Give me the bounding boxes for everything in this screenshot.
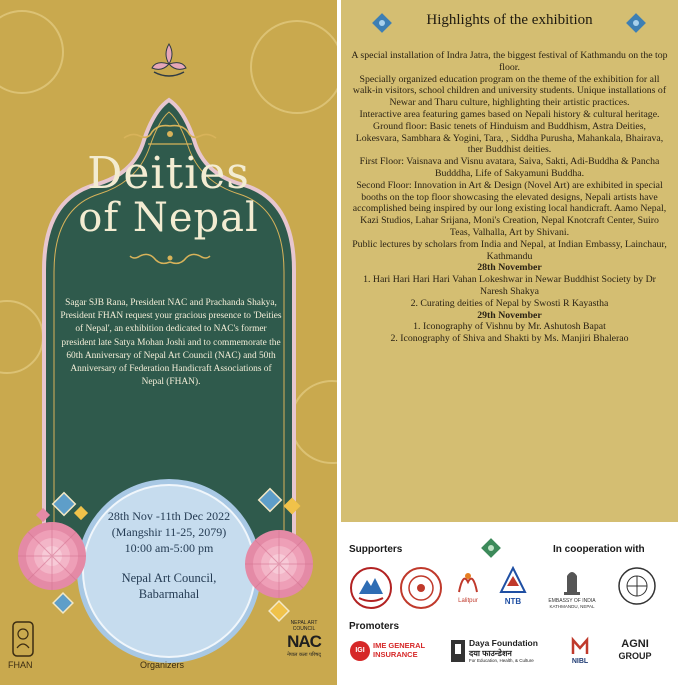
highlight-paragraph: 2. Curating deities of Nepal by Swosti R Kayastha bbox=[410, 297, 609, 309]
nepali-date-range: (Mangshir 11-25, 2079) bbox=[111, 525, 227, 539]
cooperation-label: In cooperation with bbox=[553, 544, 645, 555]
department-seal-icon bbox=[399, 566, 443, 610]
insurance-line2: INSURANCE bbox=[373, 650, 418, 659]
date-range: 28th Nov -11th Dec 2022 bbox=[107, 509, 231, 523]
agni-line2: GROUP bbox=[618, 651, 652, 661]
highlight-paragraph: 28th November bbox=[477, 262, 542, 274]
highlight-paragraph: Ground floor: Basic tenets of Hinduism and Buddhism, Astra Deities, Lokesvara, Sambhara & Yogini, Tara, , Siddha Purusha, Mahankala, Bhairava, ther Buddhist deities. bbox=[355, 120, 664, 156]
highlight-paragraph: First Floor: Vaisnava and Visnu avatara, Saiva, Sakti, Adi-Buddha & Pancha Budddha, Life of Sakyamuni Buddha. bbox=[359, 156, 660, 179]
daya-foundation-icon bbox=[449, 638, 467, 664]
highlight-paragraph: Interactive area featuring games based on Nepali history & cultural heritage. bbox=[359, 108, 660, 120]
lotus-icon bbox=[148, 42, 190, 82]
filigree-ornament bbox=[128, 248, 212, 270]
highlight-paragraph: 1. Hari Hari Hari Hari Vahan Lokeshwar in Newar Buddhist Society by Dr Naresh Shakya bbox=[363, 274, 656, 297]
nibl-logo-icon bbox=[569, 636, 591, 656]
nibl-text: NIBL bbox=[571, 658, 589, 665]
highlights-body bbox=[351, 50, 668, 345]
highlight-paragraph: 2. Iconography of Shiva and Shakti by Ms. Manjiri Bhalerao bbox=[390, 333, 629, 345]
event-dates bbox=[84, 508, 254, 556]
lalitpur-logo-icon bbox=[453, 568, 483, 596]
highlight-paragraph: Second Floor: Innovation in Art & Design (Novel Art) are exhibited in special booths on the top floor showcasing the elevated designs, Nepali artists have accomplished being inspired by our long existing local handicraft. Aamo Nepal, Kazi Studios, Lahar Srijana, Moni's Creation, Nepal Knotcraft Center, Suiro Teas, Valhalla, Art by Shivani. bbox=[352, 179, 667, 238]
highlight-paragraph: 1. Iconography of Vishnu by Mr. Ashutosh Bapat bbox=[413, 321, 606, 333]
nepal-emblem-icon bbox=[349, 566, 393, 610]
highlight-paragraph: Specially organized education program on the theme of the exhibition for all walk-in visitors, school children and university students. Unique installations of Newar and Tharu culture, highlighting their artistic practices. bbox=[352, 73, 667, 109]
highlight-paragraph: Public lectures by scholars from India and Nepal, at Indian Embassy, Lainchaur, Kathmandu bbox=[352, 238, 667, 262]
lalitpur-text: Lalitpur bbox=[458, 598, 478, 604]
diamond-ornaments bbox=[246, 486, 310, 530]
flower-tile-icon bbox=[625, 12, 647, 34]
diamond-ornaments bbox=[40, 590, 90, 620]
flower-tile-icon bbox=[479, 536, 503, 560]
sponsor-logos bbox=[341, 522, 678, 685]
nac-logo-top-text: NEPAL ART COUNCIL bbox=[290, 620, 318, 632]
igi-text: IGI bbox=[355, 647, 365, 654]
filigree-ornament bbox=[118, 122, 222, 148]
highlight-paragraph: 29th November bbox=[477, 309, 542, 321]
embassy-sub-text: KATHMANDU, NEPAL bbox=[549, 604, 595, 609]
daya-line2: दया फाउन्डेशन bbox=[469, 649, 512, 658]
poster-title-line2: of Nepal bbox=[78, 195, 259, 241]
promoters-label: Promoters bbox=[349, 621, 400, 632]
venue-location: Babarmahal bbox=[138, 587, 200, 601]
embassy-text: EMBASSY OF INDIA bbox=[548, 598, 596, 604]
ntb-text: NTB bbox=[504, 597, 522, 606]
highlights-title: Highlights of the exhibition bbox=[426, 12, 593, 28]
organizers-label: Organizers bbox=[140, 660, 185, 670]
nac-logo-bottom-text: नेपाल कला परिषद् bbox=[287, 652, 321, 658]
invitation-text: Sagar SJB Rana, President NAC and Prachanda Shakya, President FHAN request your gracious presence to 'Deities of Nepal', an exhibition dedicated to NAC's former president late Satya Mohan Joshi and to commemorate the 60th Anniversary of Nepal Art Council (NAC) and 50th Anniversary of Federation Handicraft Associations of Nepal (FHAN). bbox=[60, 298, 282, 388]
fhan-logo-icon bbox=[10, 620, 36, 658]
opening-hours: 10:00 am-5:00 pm bbox=[124, 541, 214, 555]
venue bbox=[84, 570, 254, 602]
daya-line3: For Education, Health, & Culture bbox=[469, 658, 534, 663]
venue-name: Nepal Art Council, bbox=[121, 571, 217, 585]
ntb-logo-icon bbox=[497, 566, 529, 596]
fhan-label: FHAN bbox=[8, 660, 33, 670]
round-emblem-icon bbox=[617, 566, 657, 606]
insurance-line1: IME GENERAL bbox=[373, 641, 426, 650]
daya-line1: Daya Foundation bbox=[469, 638, 538, 648]
nac-logo-text: NAC bbox=[287, 632, 321, 651]
highlights-panel bbox=[341, 0, 678, 522]
highlight-paragraph: A special installation of Indra Jatra, the biggest festival of Kathmandu on the top floor. bbox=[351, 50, 668, 73]
nac-logo bbox=[282, 620, 326, 658]
peony-flower-left bbox=[16, 520, 88, 592]
supporters-label: Supporters bbox=[349, 544, 403, 555]
agni-line1: AGNI bbox=[621, 638, 649, 650]
india-emblem-icon bbox=[561, 566, 583, 596]
poster bbox=[0, 0, 337, 685]
poster-title-line1: Deities bbox=[87, 148, 250, 199]
